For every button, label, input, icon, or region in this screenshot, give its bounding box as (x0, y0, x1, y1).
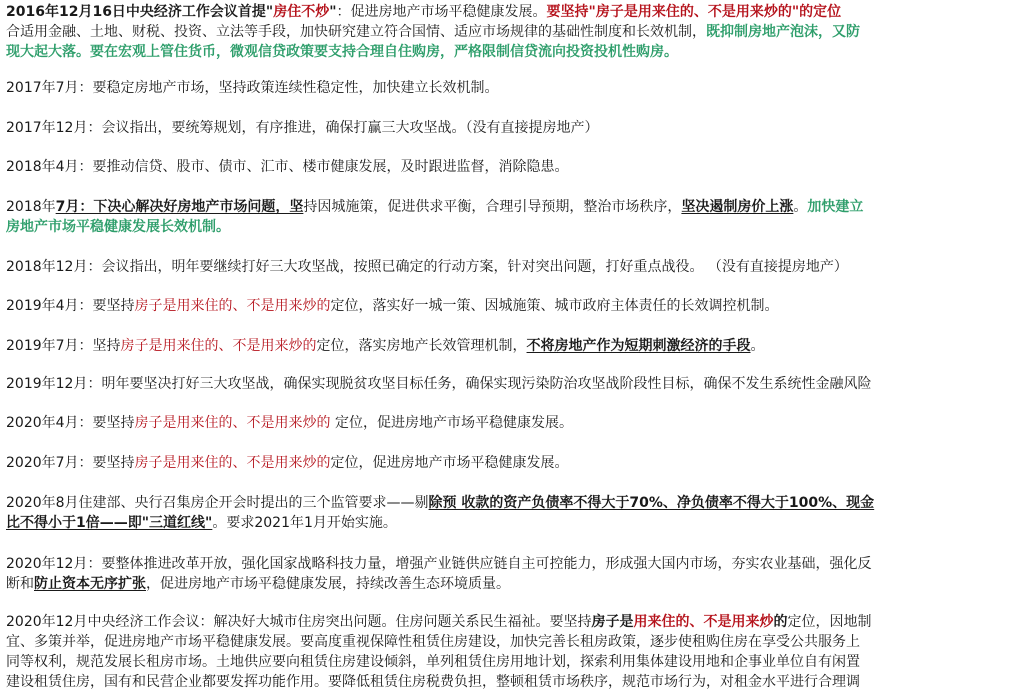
text-run: 定位，促进房地产市场平稳健康发展。 (330, 415, 573, 431)
text-run: 房子是 (591, 614, 634, 630)
text-run: 2020年8月住建部、央行召集房企开会时提出的三个监管要求——剔 (6, 495, 429, 511)
text-line (6, 632, 1022, 652)
text-line (6, 453, 1022, 473)
text-run: 。 (793, 199, 808, 215)
para-2018-07 (6, 197, 1022, 237)
text-run: 2018年 (6, 199, 56, 215)
para-2020-12-cewc (6, 612, 1022, 692)
text-line (6, 257, 1022, 277)
para-2018-04 (6, 157, 1022, 177)
text-run: 2020年7月：要坚持 (6, 455, 135, 471)
text-run: 合适用金融、土地、财税、投资、立法等手段，加快研究建立符合国情、适应市场规律的基础性制度和长效机制， (6, 24, 706, 40)
text-line (6, 672, 1022, 692)
text-run: 定位，落实好一城一策、因城施策、城市政府主体责任的长效调控机制。 (330, 298, 779, 314)
text-line (6, 157, 1022, 177)
para-2019-12 (6, 374, 1022, 394)
para-2019-07 (6, 336, 1022, 356)
text-run: 防止资本无序扩张 (34, 576, 146, 592)
text-run: 2018年4月：要推动信贷、股市、债市、汇市、楼市健康发展，及时跟进监督，消除隐患。 (6, 159, 569, 175)
para-2020-04 (6, 413, 1022, 433)
text-line (6, 78, 1022, 98)
text-run: 房子是用来住的、不是用来炒的 (134, 455, 331, 471)
para-2020-08 (6, 493, 1022, 533)
text-line (6, 2, 1022, 22)
text-line (6, 513, 1022, 533)
text-run: 宜、多策并举，促进房地产市场平稳健康发展。要高度重视保障性租赁住房建设，加快完善长租房政策，逐步使租购住房在享受公共服务上 (6, 634, 860, 650)
text-run: 持因城施策，促进供求平衡，合理引导预期，整治市场秩序， (303, 199, 682, 215)
text-line (6, 22, 1022, 42)
para-2020-07 (6, 453, 1022, 473)
text-run: ：促进房地产市场平稳健康发展。 (336, 4, 547, 20)
text-run: ，促进房地产市场平稳健康发展，持续改善生态环境质量。 (146, 576, 510, 592)
para-2017-12 (6, 118, 1022, 138)
text-run: 2019年12月：明年要坚决打好三大攻坚战，确保实现脱贫攻坚目标任务，确保实现污染防治攻坚战阶段性目标，确保不发生系统性金融风险 (6, 376, 872, 392)
para-2019-04 (6, 296, 1022, 316)
text-line (6, 554, 1022, 574)
text-line (6, 217, 1022, 237)
para-2020-12 (6, 554, 1022, 594)
text-run: 2020年4月：要坚持 (6, 415, 135, 431)
text-run: 2017年7月：要稳定房地产市场，坚持政策连续性稳定性，加快建立长效机制。 (6, 80, 499, 96)
text-run: " (329, 4, 337, 20)
text-run: "房子是用来住的、不是用来炒的"的定位 (588, 4, 842, 20)
text-run: 用来住的、不是用来炒 (633, 614, 774, 630)
text-run: 2017年12月：会议指出，要统筹规划，有序推进，确保打赢三大攻坚战。（没有直接提房地产） (6, 120, 599, 136)
text-line (6, 197, 1022, 217)
text-run: 同等权利，规范发展长租房市场。土地供应要向租赁住房建设倾斜，单列租赁住房用地计划，探索利用集体建设用地和企事业单位自有闲置 (6, 654, 860, 670)
text-run: 定位，落实房地产长效管理机制， (316, 338, 527, 354)
text-run: 2019年4月：要坚持 (6, 298, 135, 314)
text-run: 定位，因地制 (787, 614, 872, 630)
text-run: 既抑制房地产泡沫，又防 (706, 24, 860, 40)
text-run: 2020年12月：要整体推进改革开放，强化国家战略科技力量，增强产业链供应链自主可控能力，形成强大国内市场，夯实农业基础，强化反 (6, 556, 872, 572)
text-line (6, 296, 1022, 316)
text-run: 房子是用来住的、不是用来炒的 (134, 415, 331, 431)
text-run: 房子是用来住的、不是用来炒的 (134, 298, 331, 314)
text-line (6, 42, 1022, 62)
text-line (6, 336, 1022, 356)
text-run: 除预 收款的资产负债率不得大于70%、净负债率不得大于100%、现金 (428, 495, 875, 511)
para-2016-12 (6, 2, 1022, 62)
text-run: 房住不炒 (273, 4, 330, 20)
text-line (6, 493, 1022, 513)
text-line (6, 413, 1022, 433)
text-line (6, 612, 1022, 632)
text-run: 2019年7月：坚持 (6, 338, 121, 354)
text-run: 2016年12月16日中央经济工作会议首提" (6, 4, 274, 20)
text-run: 。 (750, 338, 765, 354)
para-2018-12 (6, 257, 1022, 277)
text-line (6, 374, 1022, 394)
text-run: 房子是用来住的、不是用来炒的 (120, 338, 317, 354)
text-run: 7月：下决心解决好房地产市场问题，坚 (55, 199, 304, 215)
text-run: 。要求2021年1月开始实施。 (212, 515, 397, 531)
text-run: 2020年12月中央经济工作会议：解决好大城市住房突出问题。住房问题关系民生福祉。要坚持 (6, 614, 592, 630)
text-run: 坚决遏制房价上涨 (681, 199, 794, 215)
text-run: 要坚持 (546, 4, 589, 20)
text-run: 比不得小于1倍——即"三道红线" (6, 515, 213, 531)
text-line (6, 652, 1022, 672)
text-run: 房地产市场平稳健康发展长效机制。 (6, 219, 230, 235)
text-run: 的 (773, 614, 788, 630)
text-run: 定位，促进房地产市场平稳健康发展。 (330, 455, 569, 471)
text-run: 2018年12月：会议指出，明年要继续打好三大攻坚战，按照已确定的行动方案，针对突出问题，打好重点战役。 （没有直接提房地产） (6, 259, 848, 275)
text-run: 不将房地产作为短期刺激经济的手段 (526, 338, 751, 354)
text-run: 断和 (6, 576, 34, 592)
text-line (6, 118, 1022, 138)
text-run: 建设租赁住房，国有和民营企业都要发挥功能作用。要降低租赁住房税费负担，整顿租赁市场秩序，规范市场行为，对租金水平进行合理调 (6, 674, 860, 690)
text-run: 加快建立 (807, 199, 864, 215)
text-run: 现大起大落。要在宏观上管住货币，微观信贷政策要支持合理自住购房，严格限制信贷流向投资投机性购房。 (6, 44, 678, 60)
para-2017-07 (6, 78, 1022, 98)
text-line (6, 574, 1022, 594)
